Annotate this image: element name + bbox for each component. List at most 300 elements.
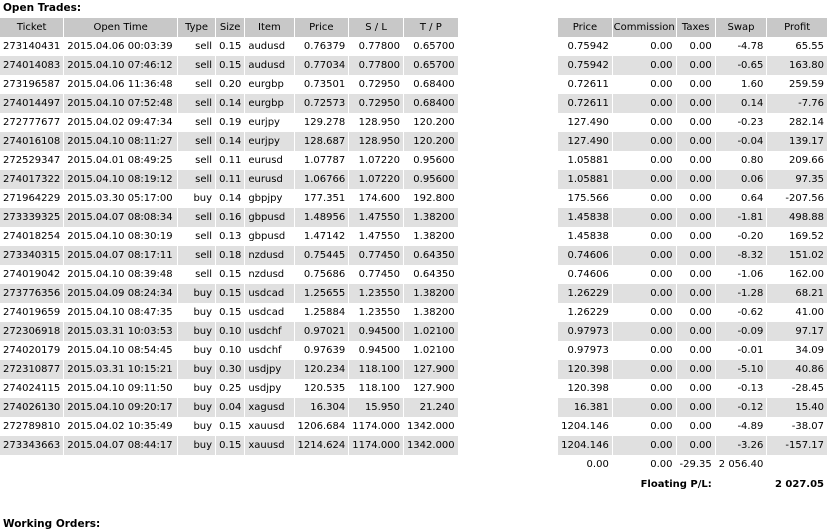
cell-commission: 0.00	[612, 322, 676, 341]
cell-tp: 127.900	[403, 360, 458, 379]
cell-size: 0.10	[216, 322, 245, 341]
cell-spacer	[458, 417, 557, 436]
totals-spacer-end	[767, 455, 828, 474]
table-row[interactable]	[0, 37, 828, 56]
cell-open-price: 0.76379	[294, 37, 349, 56]
cell-tp: 1342.000	[403, 417, 458, 436]
cell-commission: 0.00	[612, 379, 676, 398]
cell-sl: 0.77450	[349, 265, 404, 284]
total-profit: 2 056.40	[715, 455, 767, 474]
cell-item: audusd	[245, 37, 294, 56]
cell-open-time: 2015.03.30 05:17:00	[64, 189, 178, 208]
cell-price: 0.75942	[558, 37, 613, 56]
cell-ticket: 274016108	[0, 132, 64, 151]
cell-profit: 65.55	[767, 37, 828, 56]
cell-sl: 1.47550	[349, 227, 404, 246]
cell-swap: -0.12	[715, 398, 767, 417]
cell-swap: 0.80	[715, 151, 767, 170]
cell-tp: 1.38200	[403, 284, 458, 303]
cell-profit: 151.02	[767, 246, 828, 265]
cell-open-price: 0.73501	[294, 75, 349, 94]
col-header-open-time[interactable]: Open Time	[64, 18, 178, 37]
cell-size: 0.14	[216, 132, 245, 151]
cell-profit: 169.52	[767, 227, 828, 246]
cell-open-time: 2015.04.10 08:11:27	[64, 132, 178, 151]
cell-spacer	[458, 151, 557, 170]
cell-price: 127.490	[558, 132, 613, 151]
cell-price: 16.381	[558, 398, 613, 417]
open-trades-table	[0, 18, 828, 494]
cell-open-time: 2015.04.10 09:20:17	[64, 398, 178, 417]
totals-spacer	[0, 455, 558, 474]
cell-commission: 0.00	[612, 284, 676, 303]
working-orders-title: Working Orders:	[3, 518, 101, 530]
cell-profit: 97.17	[767, 322, 828, 341]
floating-pl-row	[0, 474, 828, 494]
cell-size: 0.15	[216, 37, 245, 56]
cell-taxes: 0.00	[676, 379, 715, 398]
cell-ticket: 271964229	[0, 189, 64, 208]
cell-open-time: 2015.04.10 08:19:12	[64, 170, 178, 189]
col-header-profit[interactable]: Profit	[767, 18, 828, 37]
cell-spacer	[458, 94, 557, 113]
cell-open-time: 2015.04.10 08:39:48	[64, 265, 178, 284]
cell-sl: 174.600	[349, 189, 404, 208]
cell-open-time: 2015.04.10 07:52:48	[64, 94, 178, 113]
cell-open-price: 0.97639	[294, 341, 349, 360]
table-row[interactable]	[0, 189, 828, 208]
cell-taxes: 0.00	[676, 360, 715, 379]
cell-spacer	[458, 246, 557, 265]
cell-size: 0.25	[216, 379, 245, 398]
cell-size: 0.15	[216, 417, 245, 436]
cell-profit: 162.00	[767, 265, 828, 284]
cell-item: eurusd	[245, 170, 294, 189]
cell-size: 0.18	[216, 246, 245, 265]
cell-price: 0.97973	[558, 322, 613, 341]
table-row[interactable]	[0, 436, 828, 455]
cell-type: sell	[178, 132, 216, 151]
col-header-sl[interactable]: S / L	[349, 18, 404, 37]
cell-size: 0.11	[216, 170, 245, 189]
cell-ticket: 274017322	[0, 170, 64, 189]
cell-type: sell	[178, 37, 216, 56]
cell-sl: 0.77800	[349, 56, 404, 75]
cell-size: 0.14	[216, 94, 245, 113]
cell-price: 0.74606	[558, 265, 613, 284]
cell-size: 0.04	[216, 398, 245, 417]
cell-item: eurjpy	[245, 132, 294, 151]
cell-sl: 128.950	[349, 132, 404, 151]
cell-open-price: 1.06766	[294, 170, 349, 189]
cell-swap: -8.32	[715, 246, 767, 265]
cell-open-price: 1214.624	[294, 436, 349, 455]
cell-open-time: 2015.04.10 07:46:12	[64, 56, 178, 75]
cell-item: eurusd	[245, 151, 294, 170]
cell-sl: 0.77800	[349, 37, 404, 56]
cell-profit: 259.59	[767, 75, 828, 94]
cell-swap: -0.62	[715, 303, 767, 322]
cell-size: 0.30	[216, 360, 245, 379]
table-row[interactable]	[0, 398, 828, 417]
cell-swap: -0.09	[715, 322, 767, 341]
cell-taxes: 0.00	[676, 303, 715, 322]
cell-commission: 0.00	[612, 75, 676, 94]
cell-spacer	[458, 170, 557, 189]
cell-sl: 0.94500	[349, 341, 404, 360]
cell-taxes: 0.00	[676, 417, 715, 436]
cell-tp: 21.240	[403, 398, 458, 417]
cell-size: 0.19	[216, 113, 245, 132]
cell-spacer	[458, 303, 557, 322]
table-row[interactable]	[0, 379, 828, 398]
cell-item: usdchf	[245, 341, 294, 360]
cell-size: 0.10	[216, 341, 245, 360]
total-swap: -29.35	[676, 455, 715, 474]
cell-type: buy	[178, 436, 216, 455]
cell-taxes: 0.00	[676, 436, 715, 455]
cell-item: xauusd	[245, 436, 294, 455]
cell-price: 1.26229	[558, 284, 613, 303]
cell-commission: 0.00	[612, 132, 676, 151]
col-header-item[interactable]: Item	[245, 18, 294, 37]
cell-sl: 1.07220	[349, 151, 404, 170]
cell-sl: 0.77450	[349, 246, 404, 265]
cell-sl: 0.72950	[349, 75, 404, 94]
table-row[interactable]	[0, 265, 828, 284]
cell-item: eurjpy	[245, 113, 294, 132]
cell-sl: 128.950	[349, 113, 404, 132]
cell-commission: 0.00	[612, 417, 676, 436]
cell-sl: 118.100	[349, 360, 404, 379]
cell-open-price: 0.75686	[294, 265, 349, 284]
total-taxes: 0.00	[612, 455, 676, 474]
cell-ticket: 274018254	[0, 227, 64, 246]
cell-tp: 1.02100	[403, 322, 458, 341]
cell-price: 120.398	[558, 379, 613, 398]
table-row[interactable]	[0, 303, 828, 322]
cell-swap: -0.13	[715, 379, 767, 398]
table-row[interactable]	[0, 132, 828, 151]
cell-swap: 0.06	[715, 170, 767, 189]
cell-commission: 0.00	[612, 360, 676, 379]
cell-profit: -157.17	[767, 436, 828, 455]
table-row[interactable]	[0, 113, 828, 132]
cell-open-time: 2015.04.01 08:49:25	[64, 151, 178, 170]
cell-tp: 0.64350	[403, 265, 458, 284]
cell-price: 1.45838	[558, 227, 613, 246]
cell-taxes: 0.00	[676, 322, 715, 341]
cell-commission: 0.00	[612, 436, 676, 455]
cell-open-price: 0.97021	[294, 322, 349, 341]
cell-spacer	[458, 360, 557, 379]
cell-sl: 1174.000	[349, 417, 404, 436]
cell-sl: 0.94500	[349, 322, 404, 341]
cell-swap: -4.78	[715, 37, 767, 56]
cell-ticket: 273340315	[0, 246, 64, 265]
cell-open-time: 2015.03.31 10:15:21	[64, 360, 178, 379]
cell-commission: 0.00	[612, 303, 676, 322]
col-header-tp[interactable]: T / P	[403, 18, 458, 37]
trade-rows	[0, 37, 828, 455]
cell-taxes: 0.00	[676, 132, 715, 151]
cell-taxes: 0.00	[676, 398, 715, 417]
table-row[interactable]	[0, 284, 828, 303]
cell-price: 0.97973	[558, 341, 613, 360]
cell-spacer	[458, 132, 557, 151]
cell-swap: -0.04	[715, 132, 767, 151]
cell-commission: 0.00	[612, 189, 676, 208]
cell-type: sell	[178, 113, 216, 132]
cell-open-price: 0.75445	[294, 246, 349, 265]
cell-price: 0.72611	[558, 94, 613, 113]
cell-ticket: 272306918	[0, 322, 64, 341]
cell-item: eurgbp	[245, 94, 294, 113]
cell-spacer	[458, 398, 557, 417]
cell-swap: -1.81	[715, 208, 767, 227]
cell-open-price: 0.72573	[294, 94, 349, 113]
cell-open-time: 2015.04.07 08:17:11	[64, 246, 178, 265]
cell-open-price: 16.304	[294, 398, 349, 417]
cell-item: gbpusd	[245, 227, 294, 246]
cell-type: buy	[178, 360, 216, 379]
cell-sl: 1.23550	[349, 284, 404, 303]
cell-ticket: 274014083	[0, 56, 64, 75]
cell-size: 0.15	[216, 303, 245, 322]
cell-open-price: 0.77034	[294, 56, 349, 75]
cell-profit: 34.09	[767, 341, 828, 360]
cell-tp: 1.38200	[403, 208, 458, 227]
cell-taxes: 0.00	[676, 37, 715, 56]
cell-type: sell	[178, 265, 216, 284]
cell-swap: -1.28	[715, 284, 767, 303]
cell-type: sell	[178, 170, 216, 189]
cell-item: nzdusd	[245, 246, 294, 265]
cell-profit: -207.56	[767, 189, 828, 208]
cell-swap: -0.23	[715, 113, 767, 132]
table-row[interactable]	[0, 75, 828, 94]
cell-type: sell	[178, 208, 216, 227]
cell-commission: 0.00	[612, 208, 676, 227]
cell-tp: 0.95600	[403, 170, 458, 189]
cell-size: 0.13	[216, 227, 245, 246]
cell-profit: 97.35	[767, 170, 828, 189]
cell-swap: -0.01	[715, 341, 767, 360]
table-row[interactable]	[0, 208, 828, 227]
cell-type: sell	[178, 75, 216, 94]
cell-spacer	[458, 75, 557, 94]
table-row[interactable]	[0, 322, 828, 341]
cell-ticket: 274019659	[0, 303, 64, 322]
table-row[interactable]	[0, 56, 828, 75]
cell-spacer	[458, 265, 557, 284]
cell-taxes: 0.00	[676, 284, 715, 303]
cell-open-price: 128.687	[294, 132, 349, 151]
cell-profit: 40.86	[767, 360, 828, 379]
cell-profit: -28.45	[767, 379, 828, 398]
total-commission: 0.00	[558, 455, 613, 474]
cell-sl: 118.100	[349, 379, 404, 398]
floating-pl-label: Floating P/L:	[558, 474, 716, 494]
cell-tp: 1342.000	[403, 436, 458, 455]
cell-type: sell	[178, 151, 216, 170]
col-header-price[interactable]: Price	[558, 18, 613, 37]
cell-ticket: 274020179	[0, 341, 64, 360]
cell-type: sell	[178, 246, 216, 265]
cell-taxes: 0.00	[676, 246, 715, 265]
cell-ticket: 273140431	[0, 37, 64, 56]
cell-item: gbpjpy	[245, 189, 294, 208]
cell-tp: 192.800	[403, 189, 458, 208]
cell-item: xagusd	[245, 398, 294, 417]
cell-open-time: 2015.03.31 10:03:53	[64, 322, 178, 341]
cell-spacer	[458, 379, 557, 398]
cell-profit: 41.00	[767, 303, 828, 322]
cell-sl: 15.950	[349, 398, 404, 417]
cell-swap: -4.89	[715, 417, 767, 436]
cell-sl: 1.47550	[349, 208, 404, 227]
cell-type: sell	[178, 56, 216, 75]
cell-open-price: 1.48956	[294, 208, 349, 227]
cell-type: buy	[178, 303, 216, 322]
cell-ticket: 272310877	[0, 360, 64, 379]
col-header-commission[interactable]: Commission	[612, 18, 676, 37]
cell-size: 0.15	[216, 284, 245, 303]
cell-item: usdcad	[245, 303, 294, 322]
cell-open-price: 1206.684	[294, 417, 349, 436]
cell-type: buy	[178, 398, 216, 417]
cell-item: gbpusd	[245, 208, 294, 227]
cell-size: 0.15	[216, 436, 245, 455]
cell-commission: 0.00	[612, 151, 676, 170]
cell-price: 175.566	[558, 189, 613, 208]
cell-type: buy	[178, 379, 216, 398]
table-row[interactable]	[0, 227, 828, 246]
cell-type: buy	[178, 284, 216, 303]
cell-item: usdjpy	[245, 360, 294, 379]
col-header-taxes[interactable]: Taxes	[676, 18, 715, 37]
col-header-ticket[interactable]: Ticket	[0, 18, 64, 37]
col-header-type[interactable]: Type	[178, 18, 216, 37]
cell-size: 0.16	[216, 208, 245, 227]
cell-price: 0.72611	[558, 75, 613, 94]
cell-taxes: 0.00	[676, 94, 715, 113]
cell-ticket: 273343663	[0, 436, 64, 455]
cell-price: 1204.146	[558, 436, 613, 455]
cell-ticket: 273339325	[0, 208, 64, 227]
cell-ticket: 274026130	[0, 398, 64, 417]
cell-sl: 0.72950	[349, 94, 404, 113]
table-row[interactable]	[0, 151, 828, 170]
cell-profit: 209.66	[767, 151, 828, 170]
cell-taxes: 0.00	[676, 227, 715, 246]
cell-commission: 0.00	[612, 265, 676, 284]
cell-ticket: 274019042	[0, 265, 64, 284]
cell-spacer	[458, 436, 557, 455]
cell-tp: 1.02100	[403, 341, 458, 360]
cell-tp: 0.68400	[403, 75, 458, 94]
cell-type: sell	[178, 227, 216, 246]
cell-profit: 282.14	[767, 113, 828, 132]
cell-open-time: 2015.04.02 09:47:34	[64, 113, 178, 132]
cell-open-time: 2015.04.10 08:30:19	[64, 227, 178, 246]
cell-price: 127.490	[558, 113, 613, 132]
cell-ticket: 274014497	[0, 94, 64, 113]
cell-commission: 0.00	[612, 341, 676, 360]
cell-tp: 120.200	[403, 113, 458, 132]
cell-open-price: 177.351	[294, 189, 349, 208]
cell-spacer	[458, 227, 557, 246]
cell-size: 0.14	[216, 189, 245, 208]
cell-spacer	[458, 56, 557, 75]
cell-open-time: 2015.04.07 08:44:17	[64, 436, 178, 455]
col-header-swap[interactable]: Swap	[715, 18, 767, 37]
cell-item: nzdusd	[245, 265, 294, 284]
cell-spacer	[458, 113, 557, 132]
table-row[interactable]	[0, 341, 828, 360]
totals-row	[0, 455, 828, 474]
table-row[interactable]	[0, 170, 828, 189]
open-trades-title: Open Trades:	[3, 2, 82, 14]
cell-taxes: 0.00	[676, 265, 715, 284]
cell-price: 120.398	[558, 360, 613, 379]
cell-commission: 0.00	[612, 398, 676, 417]
cell-ticket: 272777677	[0, 113, 64, 132]
cell-type: sell	[178, 94, 216, 113]
cell-item: xauusd	[245, 417, 294, 436]
cell-size: 0.15	[216, 56, 245, 75]
cell-swap: -5.10	[715, 360, 767, 379]
cell-swap: 1.60	[715, 75, 767, 94]
cell-tp: 1.38200	[403, 227, 458, 246]
cell-commission: 0.00	[612, 37, 676, 56]
cell-swap: -0.20	[715, 227, 767, 246]
cell-taxes: 0.00	[676, 208, 715, 227]
floating-pl-value: 2 027.05	[715, 474, 827, 494]
table-row[interactable]	[0, 360, 828, 379]
cell-price: 1204.146	[558, 417, 613, 436]
cell-spacer	[458, 284, 557, 303]
cell-open-price: 120.535	[294, 379, 349, 398]
cell-profit: 163.80	[767, 56, 828, 75]
col-header-spacer	[458, 18, 557, 37]
cell-open-time: 2015.04.09 08:24:34	[64, 284, 178, 303]
cell-tp: 0.68400	[403, 94, 458, 113]
cell-spacer	[458, 341, 557, 360]
cell-open-time: 2015.04.10 09:11:50	[64, 379, 178, 398]
cell-open-time: 2015.04.06 00:03:39	[64, 37, 178, 56]
table-row[interactable]	[0, 417, 828, 436]
cell-size: 0.20	[216, 75, 245, 94]
cell-spacer	[458, 208, 557, 227]
cell-ticket: 273196587	[0, 75, 64, 94]
cell-commission: 0.00	[612, 56, 676, 75]
cell-item: audusd	[245, 56, 294, 75]
table-row[interactable]	[0, 246, 828, 265]
cell-commission: 0.00	[612, 113, 676, 132]
col-header-open-price[interactable]: Price	[294, 18, 349, 37]
cell-commission: 0.00	[612, 170, 676, 189]
cell-sl: 1174.000	[349, 436, 404, 455]
cell-profit: 498.88	[767, 208, 828, 227]
cell-ticket: 273776356	[0, 284, 64, 303]
cell-price: 0.74606	[558, 246, 613, 265]
cell-open-price: 1.47142	[294, 227, 349, 246]
table-row[interactable]	[0, 94, 828, 113]
cell-price: 1.45838	[558, 208, 613, 227]
cell-open-time: 2015.04.10 08:47:35	[64, 303, 178, 322]
col-header-size[interactable]: Size	[216, 18, 245, 37]
